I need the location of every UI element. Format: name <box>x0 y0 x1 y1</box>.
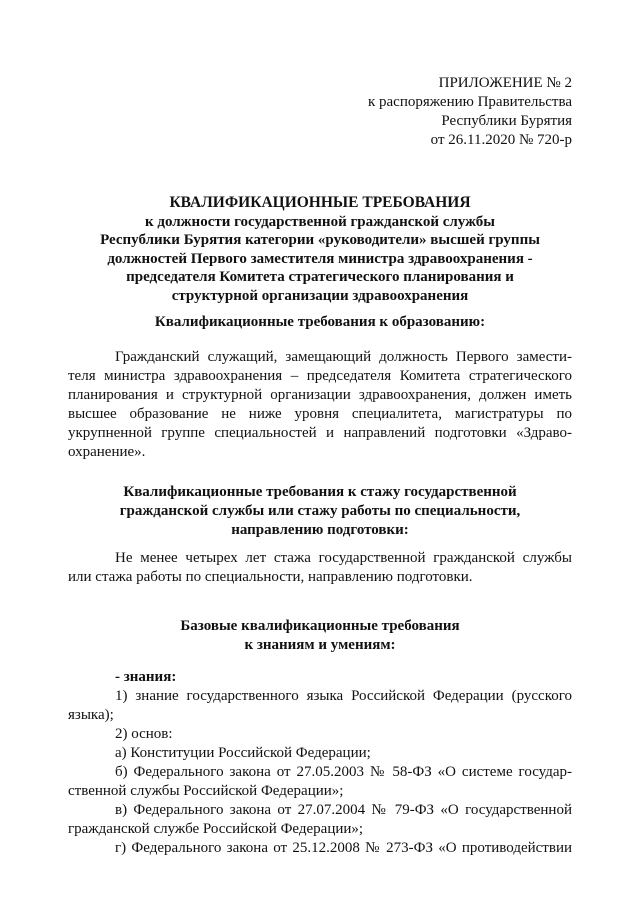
paragraph-line: или стажа работы по специальности, направлению подготовки. <box>68 569 473 585</box>
base-requirements-heading <box>68 617 572 655</box>
heading-line: Квалификационные требования к стажу государственной <box>123 484 517 500</box>
item-line: б) Федерального закона от 27.05.2003 № 58-ФЗ «О системе государ- <box>115 764 572 780</box>
item-line: гражданской службе Российской Федерации»; <box>68 821 364 837</box>
list-item <box>68 839 572 858</box>
paragraph-line: планирования и структурной организации здравоохранения, должен иметь <box>68 387 572 403</box>
list-item <box>68 687 572 725</box>
item-line: ственной службы Российской Федерации»; <box>68 783 344 799</box>
experience-heading <box>68 483 572 540</box>
title-line: КВАЛИФИКАЦИОННЫЕ ТРЕБОВАНИЯ <box>169 194 471 211</box>
annex-government: Республики Бурятия <box>441 113 572 129</box>
annex-reference: к распоряжению Правительства <box>367 94 572 110</box>
heading-line: к знаниям и умениям: <box>244 637 396 653</box>
heading-line: гражданской службы или стажу работы по специальности, <box>119 503 521 519</box>
education-heading: Квалификационные требования к образованию: <box>154 314 486 330</box>
annex-header <box>368 74 572 150</box>
item-line: языка); <box>68 707 114 723</box>
title-line: Республики Бурятия категории «руководители» высшей группы <box>100 232 540 248</box>
heading-line: направлению подготовки: <box>231 522 409 538</box>
paragraph-line: высшее образование не ниже уровня специалитета, магистратуры по <box>68 406 572 422</box>
annex-date: от 26.11.2020 № 720-р <box>430 132 572 148</box>
paragraph-line: охранение». <box>68 444 146 460</box>
education-paragraph <box>68 348 572 462</box>
experience-paragraph <box>68 549 572 587</box>
item-line: г) Федерального закона от 25.12.2008 № 273-ФЗ «О противодействии <box>115 840 572 856</box>
item-line: в) Федерального закона от 27.07.2004 № 79-ФЗ «О государственной <box>115 802 572 818</box>
paragraph-line: укрупненной группе специальностей и направлений подготовки «Здраво- <box>68 425 572 441</box>
title-line: должностей Первого заместителя министра здравоохранения - <box>107 250 533 267</box>
paragraph-line: Не менее четырех лет стажа государственной гражданской службы <box>115 550 572 566</box>
knowledge-label: - знания: <box>115 669 177 685</box>
title-line: к должности государственной гражданской службы <box>144 213 495 230</box>
item-line: а) Конституции Российской Федерации; <box>115 745 371 761</box>
document-title <box>68 194 572 305</box>
title-line: председателя Комитета стратегического планирования и <box>126 269 514 285</box>
annex-number: ПРИЛОЖЕНИЕ № 2 <box>438 75 572 91</box>
list-item <box>68 763 572 801</box>
knowledge-list <box>68 668 572 858</box>
list-item <box>68 801 572 839</box>
item-line: 1) знание государственного языка Российской Федерации (русского <box>115 688 572 704</box>
title-line: структурной организации здравоохранения <box>171 287 469 304</box>
paragraph-line: теля министра здравоохранения – председателя Комитета стратегического <box>68 368 572 384</box>
list-item <box>68 725 572 744</box>
paragraph-line: Гражданский служащий, замещающий должность Первого замести- <box>115 349 572 365</box>
heading-line: Базовые квалификационные требования <box>180 618 460 634</box>
list-item <box>68 744 572 763</box>
item-line: 2) основ: <box>115 726 173 742</box>
